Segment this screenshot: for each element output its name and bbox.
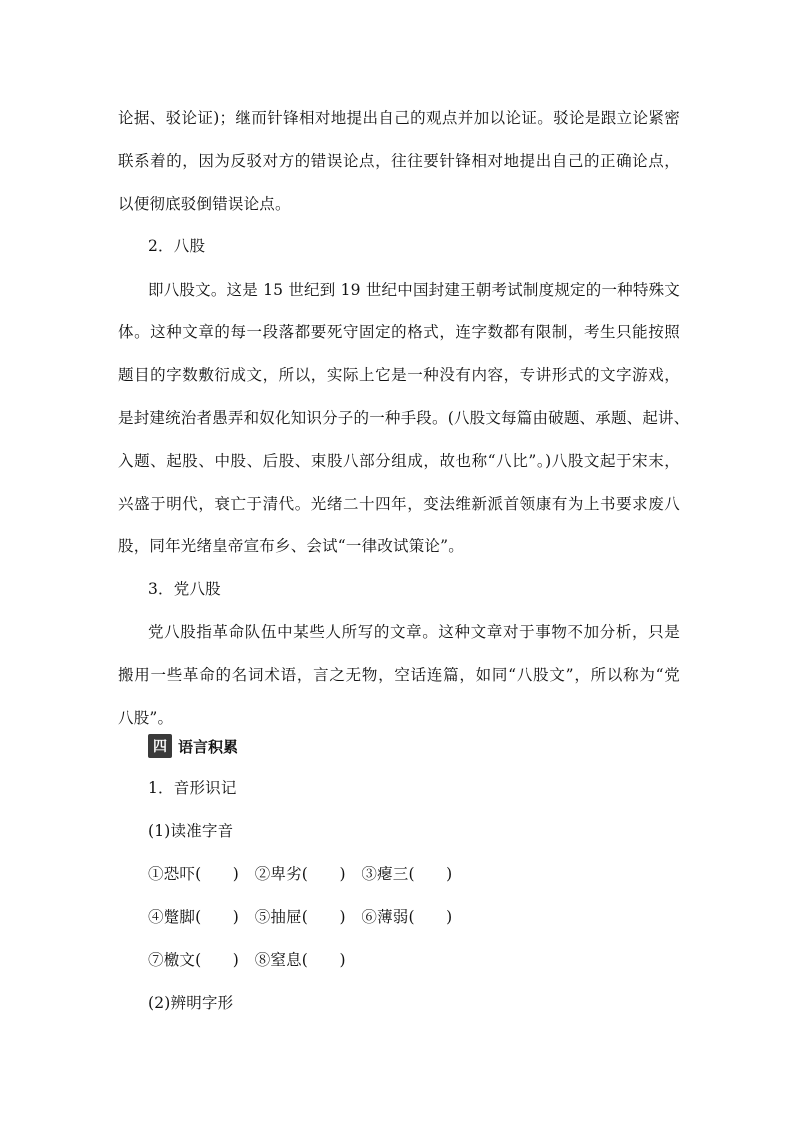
subheading-bagu: 2．八股 (148, 237, 206, 255)
paragraph-line: 以便彻底驳倒错误论点。 (118, 195, 291, 213)
paragraph-line: 论据、驳论证)；继而针锋相对地提出自己的观点并加以论证。驳论是跟立论紧密 (118, 109, 680, 127)
pronunciation-row: ⑦檄文( ) ⑧窒息( ) (148, 951, 346, 969)
paragraph-line: 即八股文。这是 15 世纪到 19 世纪中国封建王朝考试制度规定的一种特殊文 (148, 281, 680, 299)
subheading-dang-bagu: 3．党八股 (148, 580, 221, 598)
subheading-duzhun: (1)读准字音 (148, 822, 234, 840)
paragraph-line: 搬用一些革命的名词术语，言之无物，空话连篇，如同“八股文”，所以称为“党 (118, 666, 680, 684)
paragraph-line: 入题、起股、中股、后股、束股八部分组成，故也称“八比”。)八股文起于宋末， (118, 452, 680, 470)
subheading-bianming: (2)辨明字形 (148, 994, 234, 1012)
paragraph-line: 是封建统治者愚弄和奴化知识分子的一种手段。(八股文每篇由破题、承题、起讲、 (118, 409, 690, 427)
paragraph-line: 联系着的，因为反驳对方的错误论点，往往要针锋相对地提出自己的正确论点， (118, 152, 680, 170)
paragraph-line: 八股”。 (118, 709, 174, 727)
paragraph-line: 党八股指革命队伍中某些人所写的文章。这种文章对于事物不加分析，只是 (148, 623, 680, 641)
paragraph-line: 体。这种文章的每一段落都要死守固定的格式，连字数都有限制，考生只能按照 (118, 323, 680, 341)
pronunciation-row: ④蹩脚( ) ⑤抽屉( ) ⑥薄弱( ) (148, 908, 453, 926)
paragraph-line: 题目的字数敷衍成文，所以，实际上它是一种没有内容，专讲形式的文字游戏， (118, 366, 680, 384)
subheading-yinxing: 1．音形识记 (148, 779, 237, 797)
paragraph-line: 股，同年光绪皇帝宣布乡、会试“一律改试策论”。 (118, 537, 464, 555)
section-heading (148, 734, 238, 758)
section-title: 语言积累 (178, 737, 239, 756)
section-number-badge: 四 (148, 734, 172, 758)
paragraph-line: 兴盛于明代，衰亡于清代。光绪二十四年，变法维新派首领康有为上书要求废八 (118, 495, 680, 513)
pronunciation-row: ①恐吓( ) ②卑劣( ) ③瘪三( ) (148, 865, 453, 883)
